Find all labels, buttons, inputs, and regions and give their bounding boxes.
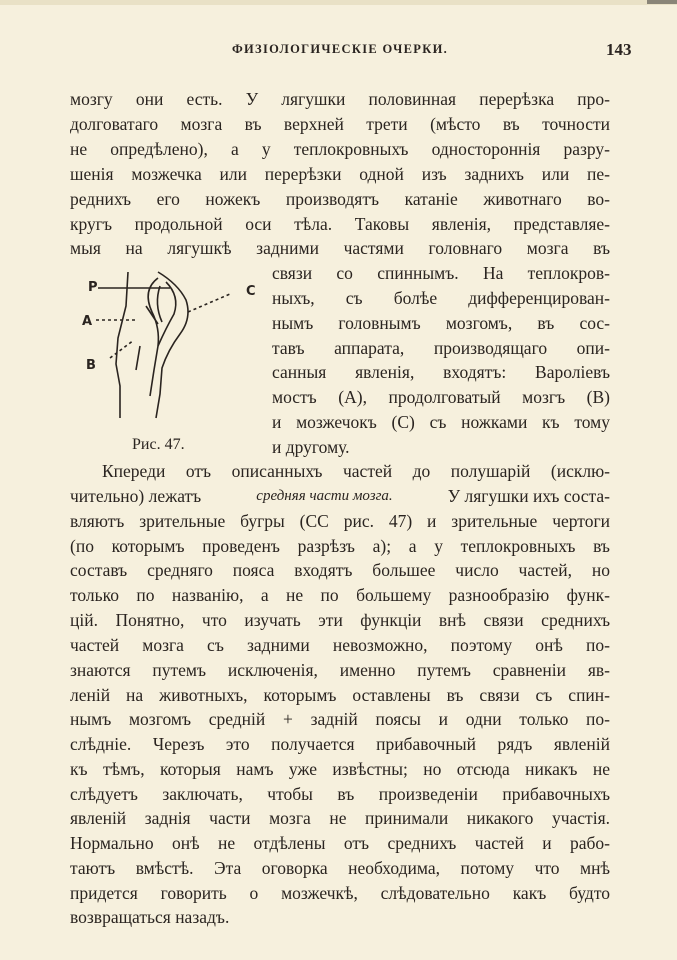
running-title: ФИЗIОЛОГИЧЕСКIЕ ОЧЕРКИ. [232,42,449,56]
brain-section-drawing [74,266,270,434]
text-line: санныя явленія, входятъ: Варолiевъ [272,362,610,382]
text-line: вляютъ зрительные бугры (СС рис. 47) и зрительные чертоги [70,511,610,531]
text-line: шенія мозжечка или перерѣзки одной изъ заднихъ или пе- [70,164,610,184]
text-line: цій. Понятно, что изучать эти функціи внѣ связи среднихъ [70,610,610,630]
figure-47-brain-diagram [74,266,270,434]
emphasized-term: средняя части мозга. [256,488,393,504]
text-line: слѣдуетъ заключать, чтобы въ произведеніи прибавочныхъ [70,784,610,804]
text-line: мостъ (A), продолговатый мозгъ (B) [272,387,610,407]
text-line: (по которымъ проведенъ разрѣзъ a); а у теплокровныхъ въ [70,536,610,556]
text-line: слѣдніе. Черезъ это получается прибавочный рядъ явленій [70,734,610,754]
figure-label-p: P [88,280,98,295]
text-line: и мозжечокъ (C) съ ножками къ тому [272,412,610,432]
text-line: явленій заднія части мозга не принимали никакого участія. [70,808,610,828]
text-line: нымъ мозгомъ средній + задній поясы и одни только по- [70,709,610,729]
figure-label-c: C [246,284,256,299]
text-line: къ тѣмъ, которыя намъ уже извѣстны; но отсюда никакъ не [70,759,610,779]
text-line: придется говорить о мозжечкѣ, слѣдовательно какъ будто [70,883,610,903]
text-line: возвращаться назадъ. [70,907,230,927]
text-line: тавъ аппарата, производящаго опи- [272,338,610,358]
text-line: частей мозга съ задними невозможно, поэтому онѣ по- [70,635,610,655]
text-line: таютъ вмѣстѣ. Эта оговорка необходима, потому что мнѣ [70,858,610,878]
figure-label-a: A [82,314,93,329]
text-line: долговатаго мозга въ верхней трети (мѣсто въ точности [70,114,610,134]
text-line: кругъ продольной оси тѣла. Таковы явленія, представляе- [70,214,610,234]
text-fragment: У лягушки ихъ соста- [447,486,610,506]
text-line: реднихъ его ножекъ производятъ катаніе животнаго во- [70,189,610,209]
figure-label-b: B [86,358,96,373]
text-line: нымъ головнымъ мозгомъ, въ сос- [272,313,610,333]
text-line: Кпереди отъ описанныхъ частей до полушарій (исклю- [102,461,610,481]
text-line: знаются путемъ исключенія, именно путемъ сравненіи яв- [70,660,610,680]
text-line: ныхъ, съ болѣе дифференцирован- [272,288,610,308]
text-line: не опредѣлено), а у теплокровныхъ одностороннія разру- [70,139,610,159]
text-line: и другому. [272,437,350,457]
text-line: Нормально онѣ не отдѣлены отъ среднихъ частей и рабо- [70,833,610,853]
text-line: связи со спиннымъ. На теплокров- [272,263,610,283]
text-line-with-emphasis [70,484,610,508]
corner-mark [647,0,677,4]
figure-caption: Рис. 47. [132,436,185,453]
text-line: составъ средняго пояса входятъ большее число частей, но [70,560,610,580]
text-fragment: чительно) лежатъ [70,486,202,506]
page-number: 143 [606,40,632,59]
text-line: леній на животныхъ, которымъ оставлены въ связи съ спин- [70,685,610,705]
page-top-edge [0,0,677,5]
text-line: мозгу они есть. У лягушки половинная перерѣзка про- [70,89,610,109]
text-line: мыя на лягушкѣ задними частями головнаго мозга въ [70,238,610,258]
text-line: только по названію, а не по большему разнообразію функ- [70,585,610,605]
